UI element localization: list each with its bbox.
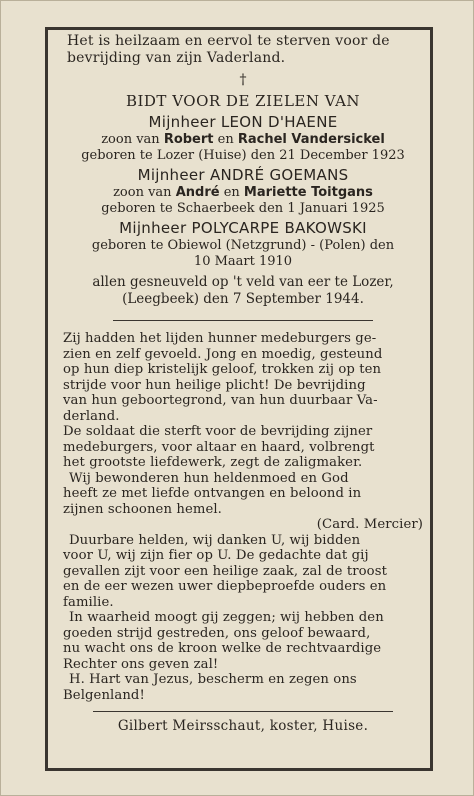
text-line: van hun geboortegrond, van hun duurbaar Va- — [63, 393, 378, 408]
text-line: heeft ze met liefde ontvangen en beloond in — [63, 486, 362, 501]
text-line: goeden strijd gestreden, ons geloof bewaard, — [63, 625, 371, 641]
printer-credit: Gilbert Meirsschaut, koster, Huise. — [117, 718, 369, 734]
person-birth: 10 Maart 1910 — [193, 254, 293, 269]
text-line: In waarheid moogt gij zeggen; wij hebben den — [69, 610, 384, 625]
text-line: gevallen zijt voor een heilige zaak, zal de troost — [63, 563, 387, 579]
text-line: Belgenland! — [63, 687, 145, 703]
text-line: zijnen schoonen hemel. — [63, 501, 222, 517]
text-line: op hun diep kristelijk geloof, trokken zij op ten — [63, 362, 382, 377]
text-line: derland. — [63, 408, 120, 424]
text-line: en de eer wezen uwer diepbeproefde ouders en — [63, 579, 387, 594]
mother-name: Mariette Toitgans — [243, 185, 373, 200]
person-name: Mijnheer LEON D'HAENE — [148, 113, 338, 131]
parents-conjunction: en — [223, 185, 240, 200]
card-content — [63, 33, 423, 735]
person-parents — [63, 132, 423, 148]
text-line: zien en zelf gevoeld. Jong en moedig, gesteund — [63, 346, 383, 362]
person-birth: geboren te Obiewol (Netzgrund) - (Polen) den — [91, 238, 395, 253]
person-parents — [63, 185, 423, 201]
divider — [93, 711, 393, 712]
intro-line: bevrijding van zijn Vaderland. — [67, 50, 286, 66]
text-line: De soldaat die sterft voor de bevrijding zijner — [63, 424, 373, 439]
fallen-statement — [63, 274, 423, 308]
person-birth: geboren te Lozer (Huise) den 21 December 1923 — [81, 148, 405, 163]
person-birth: geboren te Schaerbeek den 1 Januari 1925 — [101, 201, 385, 216]
text-line: voor U, wij zijn fier op U. De gedachte dat gij — [63, 548, 369, 563]
text-line: medeburgers, voor altaar en haard, volbrengt — [63, 439, 375, 455]
fallen-line: allen gesneuveld op 't veld van eer te Lozer, — [92, 274, 394, 290]
text-line: het grootste liefdewerk, zegt de zaligmaker. — [63, 455, 363, 470]
parents-prefix: zoon van — [113, 185, 172, 200]
text-line: Wij bewonderen hun heldenmoed en God — [69, 470, 349, 486]
text-line: Zij hadden het lijden hunner medeburgers ge- — [63, 331, 377, 346]
person-name: Mijnheer POLYCARPE BAKOWSKI — [119, 219, 367, 237]
text-line: familie. — [63, 594, 114, 610]
mother-name: Rachel Vandersickel — [237, 132, 385, 147]
person-name: Mijnheer ANDRÉ GOEMANS — [137, 166, 349, 184]
intro-text — [63, 33, 423, 67]
text-line: Duurbare helden, wij danken U, wij bidden — [69, 532, 361, 548]
text-line: strijde voor hun heilige plicht! De bevrijding — [63, 377, 366, 393]
quote-attribution: (Card. Mercier) — [316, 517, 423, 532]
parents-prefix: zoon van — [101, 132, 160, 147]
text-line: nu wacht ons de kroon welke de rechtvaardige — [63, 641, 382, 656]
prayer-heading: BIDT VOOR DE ZIELEN VAN — [125, 92, 361, 110]
parents-conjunction: en — [217, 132, 234, 147]
divider — [113, 320, 373, 321]
text-line: H. Hart van Jezus, bescherm en zegen ons — [69, 672, 357, 687]
intro-line: Het is heilzaam en eervol te sterven voor de — [67, 33, 390, 49]
father-name: André — [175, 185, 220, 200]
fallen-line: (Leegbeek) den 7 September 1944. — [122, 291, 364, 307]
cross-icon: † — [239, 72, 247, 88]
father-name: Robert — [163, 132, 214, 147]
text-line: Rechter ons geven zal! — [63, 656, 219, 672]
memorial-text — [63, 331, 423, 703]
